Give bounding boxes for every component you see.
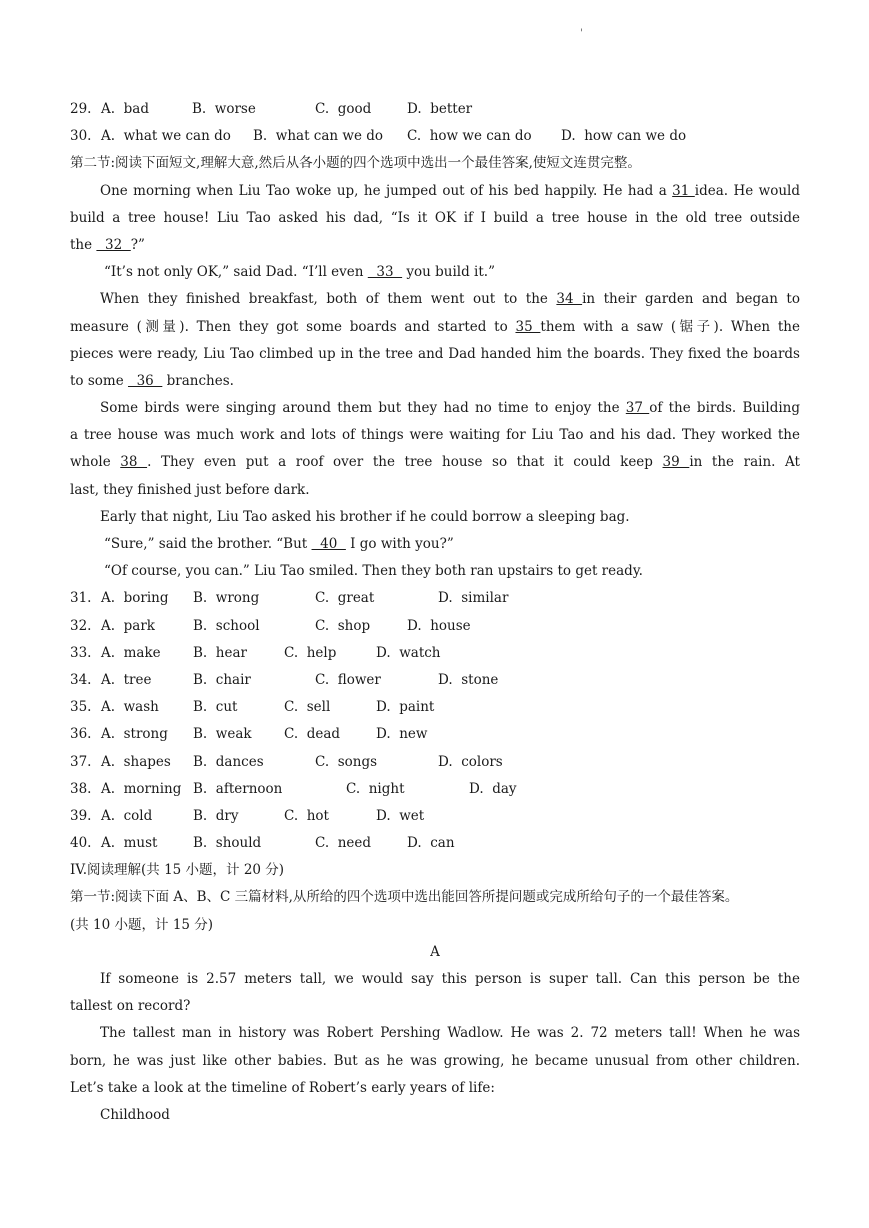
page-marker: ' <box>580 28 583 39</box>
option-d: D. watch <box>376 644 441 661</box>
question-number: 35. <box>70 699 92 716</box>
passage-line: “It’s not only OK,” said Dad. “I’ll even 33 you build it.” <box>104 264 495 281</box>
blank-38: 38 <box>120 454 148 471</box>
option-b: B. afternoon <box>193 780 283 797</box>
option-b: B. school <box>193 617 260 634</box>
question-30 <box>70 123 800 150</box>
option-a: A. what we can do <box>101 128 231 145</box>
option-b: B. should <box>193 835 262 852</box>
option-b: B. chair <box>193 671 251 688</box>
question-31 <box>70 585 800 612</box>
option-d: D. house <box>407 617 471 634</box>
option-b: B. what can we do <box>253 128 384 145</box>
passage-line: Early that night, Liu Tao asked his brother if he could borrow a sleeping bag. <box>100 508 630 525</box>
option-c: C. night <box>346 780 405 797</box>
option-c: C. dead <box>284 726 341 743</box>
blank-39: 39 <box>662 454 690 471</box>
option-a: A. morning <box>101 780 182 797</box>
option-a: A. wash <box>101 699 159 716</box>
options-list <box>70 585 800 857</box>
passage-line: When they finished breakfast, both of them went out to the 34 in their garden and began to <box>100 291 800 308</box>
passage-line: measure (测量). Then they got some boards and started to 35 them with a saw (锯子). When the <box>70 318 800 335</box>
option-a: A. shapes <box>101 753 171 770</box>
option-a: A. make <box>101 644 161 661</box>
question-number: 40. <box>70 835 92 852</box>
question-32 <box>70 613 800 640</box>
passage-line: The tallest man in history was Robert Pershing Wadlow. He was 2. 72 meters tall! When he was <box>100 1025 800 1042</box>
passage-line: build a tree house! Liu Tao asked his dad, “Is it OK if I build a tree house in the old tree outside <box>70 209 800 226</box>
option-a: A. tree <box>101 671 152 688</box>
question-29 <box>70 96 800 123</box>
option-b: B. dry <box>193 807 239 824</box>
option-c: C. great <box>315 590 375 607</box>
blank-34: 34 <box>556 291 583 308</box>
passage-line: Childhood <box>100 1106 170 1123</box>
question-38 <box>70 776 800 803</box>
passage-line: tallest on record? <box>70 998 191 1015</box>
section-2-heading: 第二节:阅读下面短文,理解大意,然后从各小题的四个选项中选出一个最佳答案,使短文连贯完整。 <box>70 155 641 172</box>
blank-40: 40 <box>311 536 346 552</box>
option-c: C. help <box>284 644 337 661</box>
question-39 <box>70 803 800 830</box>
question-number: 30. <box>70 128 92 145</box>
question-number: 34. <box>70 671 92 688</box>
question-number: 36. <box>70 726 92 743</box>
option-d: D. better <box>407 101 473 117</box>
blank-31: 31 <box>672 182 695 199</box>
option-d: D. new <box>376 726 428 743</box>
passage-line: Some birds were singing around them but they had no time to enjoy the 37 of the birds. Building <box>100 400 800 417</box>
question-number: 39. <box>70 807 92 824</box>
passage-a-label: A <box>430 943 440 960</box>
passage-line: born, he was just like other babies. But as he was growing, he became unusual from other children. <box>70 1052 800 1069</box>
option-d: D. colors <box>438 753 503 770</box>
option-d: D. can <box>407 835 455 852</box>
passage-line: “Of course, you can.” Liu Tao smiled. Then they both ran upstairs to get ready. <box>104 563 643 580</box>
passage-line: Let’s take a look at the timeline of Robert’s early years of life: <box>70 1079 495 1096</box>
question-number: 31. <box>70 590 92 607</box>
option-a: A. strong <box>101 726 168 743</box>
option-b: B. cut <box>193 699 238 716</box>
passage-line: “Sure,” said the brother. “But 40 I go with you?” <box>104 536 454 552</box>
question-number: 32. <box>70 617 92 634</box>
question-number: 37. <box>70 753 92 770</box>
option-d: D. stone <box>438 671 499 688</box>
option-c: C. good <box>315 101 372 117</box>
blank-32: 32 <box>96 236 131 253</box>
question-34 <box>70 667 800 694</box>
option-c: C. sell <box>284 699 331 716</box>
blank-35: 35 <box>515 318 541 335</box>
question-37 <box>70 749 800 776</box>
question-40 <box>70 830 800 857</box>
option-d: D. similar <box>438 590 509 607</box>
option-b: B. weak <box>193 726 252 743</box>
exam-page <box>70 96 800 1129</box>
option-d: D. wet <box>376 807 425 824</box>
option-c: C. need <box>315 835 372 852</box>
passage-line: to some 36 branches. <box>70 372 234 389</box>
passage-line: whole 38 . They even put a roof over the tree house so that it could keep 39 in the rain. At <box>70 454 800 471</box>
option-b: B. wrong <box>193 590 260 607</box>
option-b: B. hear <box>193 644 247 661</box>
option-a: A. bad <box>101 101 149 117</box>
option-a: A. boring <box>101 590 169 607</box>
option-d: D. paint <box>376 699 435 716</box>
question-number: 38. <box>70 780 92 797</box>
passage-line: last, they finished just before dark. <box>70 481 310 498</box>
passage-line: One morning when Liu Tao woke up, he jumped out of his bed happily. He had a 31 idea. He would <box>100 182 800 199</box>
question-33 <box>70 640 800 667</box>
option-d: D. how can we do <box>561 128 687 145</box>
passage-line: pieces were ready, Liu Tao climbed up in the tree and Dad handed him the boards. They fixed the boards <box>70 345 800 362</box>
question-number: 29. <box>70 101 92 117</box>
option-d: D. day <box>469 780 517 797</box>
option-a: A. cold <box>101 807 153 824</box>
question-35 <box>70 694 800 721</box>
option-c: C. hot <box>284 807 329 824</box>
option-b: B. worse <box>192 101 256 117</box>
passage-line: a tree house was much work and lots of things were waiting for Liu Tao and his dad. They worked the <box>70 427 800 444</box>
blank-36: 36 <box>127 372 163 389</box>
option-c: C. songs <box>315 753 378 770</box>
option-c: C. shop <box>315 617 371 634</box>
option-c: C. flower <box>315 671 381 688</box>
option-c: C. how we can do <box>407 128 532 145</box>
option-b: B. dances <box>193 753 264 770</box>
section-4-instruction-count: (共 10 小题，计 15 分) <box>70 916 214 933</box>
blank-37: 37 <box>625 400 650 417</box>
question-number: 33. <box>70 644 92 661</box>
blank-33: 33 <box>367 264 403 281</box>
question-36 <box>70 721 800 748</box>
section-4-heading: IV.阅读理解(共 15 小题，计 20 分) <box>70 862 285 879</box>
option-a: A. park <box>101 617 155 634</box>
option-a: A. must <box>101 835 158 852</box>
section-4-instruction: 第一节:阅读下面 A、B、C 三篇材料,从所给的四个选项中选出能回答所提问题或完成所给句子的一个最佳答案。 <box>70 889 739 906</box>
passage-line: If someone is 2.57 meters tall, we would say this person is super tall. Can this person be the <box>100 971 800 987</box>
passage-line: the 32 ?” <box>70 236 145 253</box>
